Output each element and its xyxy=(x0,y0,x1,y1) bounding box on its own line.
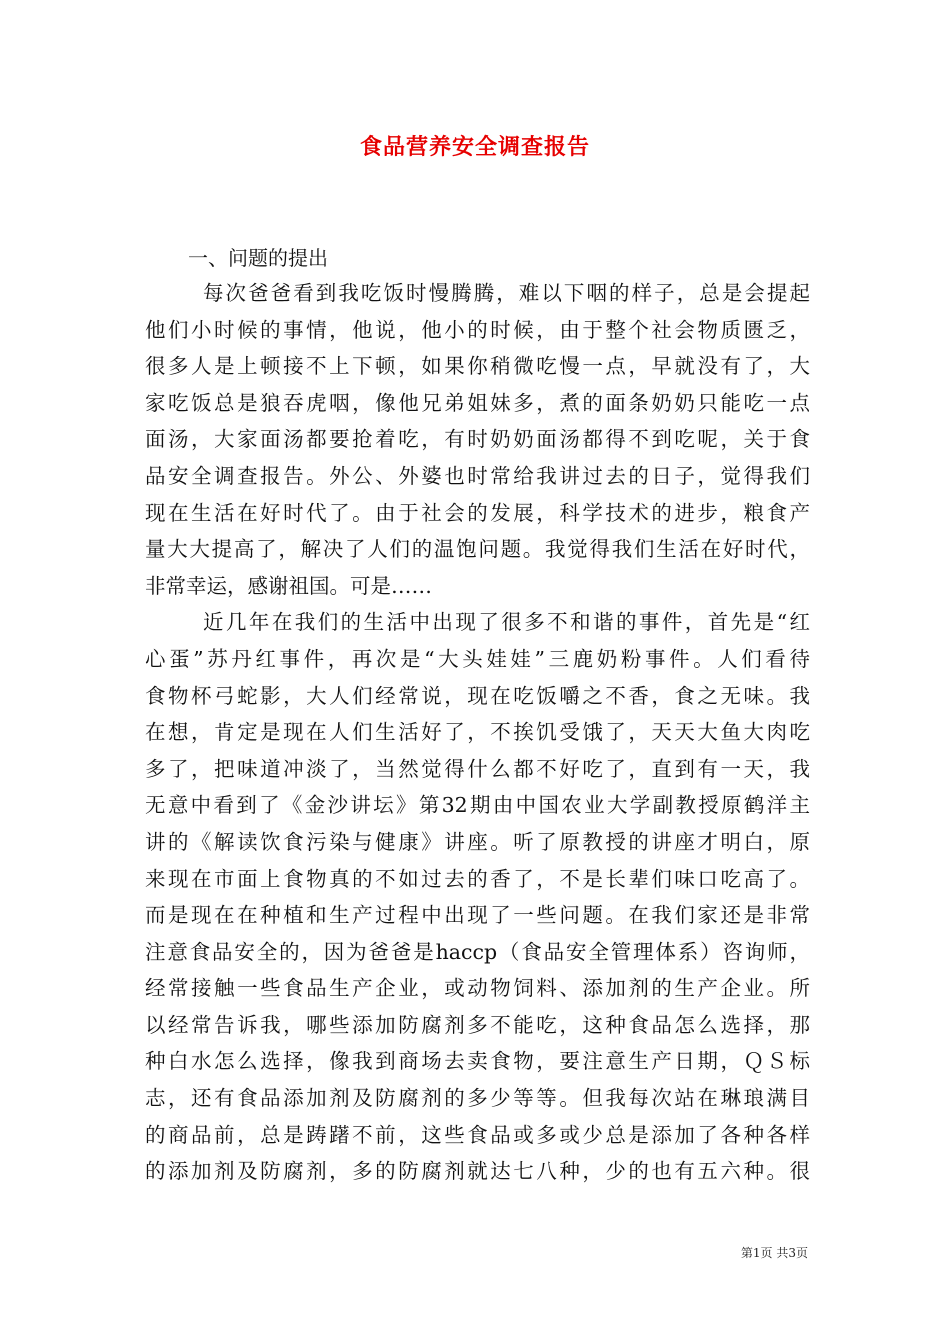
text-line: 食物杯弓蛇影，大人们经常说，现在吃饭嚼之不香，食之无味。我 xyxy=(145,683,810,708)
text-line: 他们小时候的事情，他说，他小的时候，由于整个社会物质匮乏， xyxy=(145,317,810,342)
text-line: 很多人是上顿接不上下顿，如果你稍微吃慢一点，早就没有了，大 xyxy=(145,354,810,379)
text-line: 面汤，大家面汤都要抢着吃，有时奶奶面汤都得不到吃呢，关于食 xyxy=(145,427,810,452)
text-line: 讲的《解读饮食污染与健康》讲座。听了原教授的讲座才明白，原 xyxy=(145,829,810,854)
text-line: 近几年在我们的生活中出现了很多不和谐的事件，首先是“红 xyxy=(203,610,810,635)
text-line: 注意食品安全的，因为爸爸是haccp（食品安全管理体系）咨询师， xyxy=(145,939,810,964)
text-line: 志，还有食品添加剂及防腐剂的多少等等。但我每次站在琳琅满目 xyxy=(145,1086,810,1111)
text-line: 量大大提高了，解决了人们的温饱问题。我觉得我们生活在好时代， xyxy=(145,537,810,562)
text-line: 多了，把味道冲淡了，当然觉得什么都不好吃了，直到有一天，我 xyxy=(145,756,810,781)
document-title: 食品营养安全调查报告 xyxy=(359,134,590,160)
text-line: 的添加剂及防腐剂，多的防腐剂就达七八种，少的也有五六种。很 xyxy=(145,1159,810,1184)
text-line: 来现在市面上食物真的不如过去的香了，不是长辈们味口吃高了。 xyxy=(145,866,810,891)
text-line: 家吃饭总是狼吞虎咽，像他兄弟姐妹多，煮的面条奶奶只能吃一点 xyxy=(145,390,810,415)
text-line: 以经常告诉我，哪些添加防腐剂多不能吃，这种食品怎么选择，那 xyxy=(145,1012,810,1037)
text-line: 的商品前，总是踌躇不前，这些食品或多或少总是添加了各种各样 xyxy=(145,1122,810,1147)
text-line: 心蛋”苏丹红事件，再次是“大头娃娃”三鹿奶粉事件。人们看待 xyxy=(145,646,810,671)
page-number-footer: 第1页 共3页 xyxy=(740,1246,808,1260)
text-line: 品安全调查报告。外公、外婆也时常给我讲过去的日子，觉得我们 xyxy=(145,463,810,488)
text-line: 在想，肯定是现在人们生活好了，不挨饥受饿了，天天大鱼大肉吃 xyxy=(145,720,810,745)
text-line: 经常接触一些食品生产企业，或动物饲料、添加剂的生产企业。所 xyxy=(145,976,810,1001)
text-line: 每次爸爸看到我吃饭时慢腾腾，难以下咽的样子，总是会提起 xyxy=(203,281,810,305)
body-text xyxy=(145,275,810,1190)
section-heading: 一、问题的提出 xyxy=(188,246,328,270)
text-line: 非常幸运，感谢祖国。可是…… xyxy=(145,573,432,598)
text-line: 种白水怎么选择，像我到商场去卖食物，要注意生产日期，ＱＳ标 xyxy=(145,1049,810,1074)
text-line: 现在生活在好时代了。由于社会的发展，科学技术的进步，粮食产 xyxy=(145,500,810,525)
text-line: 而是现在在种植和生产过程中出现了一些问题。在我们家还是非常 xyxy=(145,903,810,928)
text-line: 无意中看到了《金沙讲坛》第32期由中国农业大学副教授原鹤洋主 xyxy=(145,793,810,818)
